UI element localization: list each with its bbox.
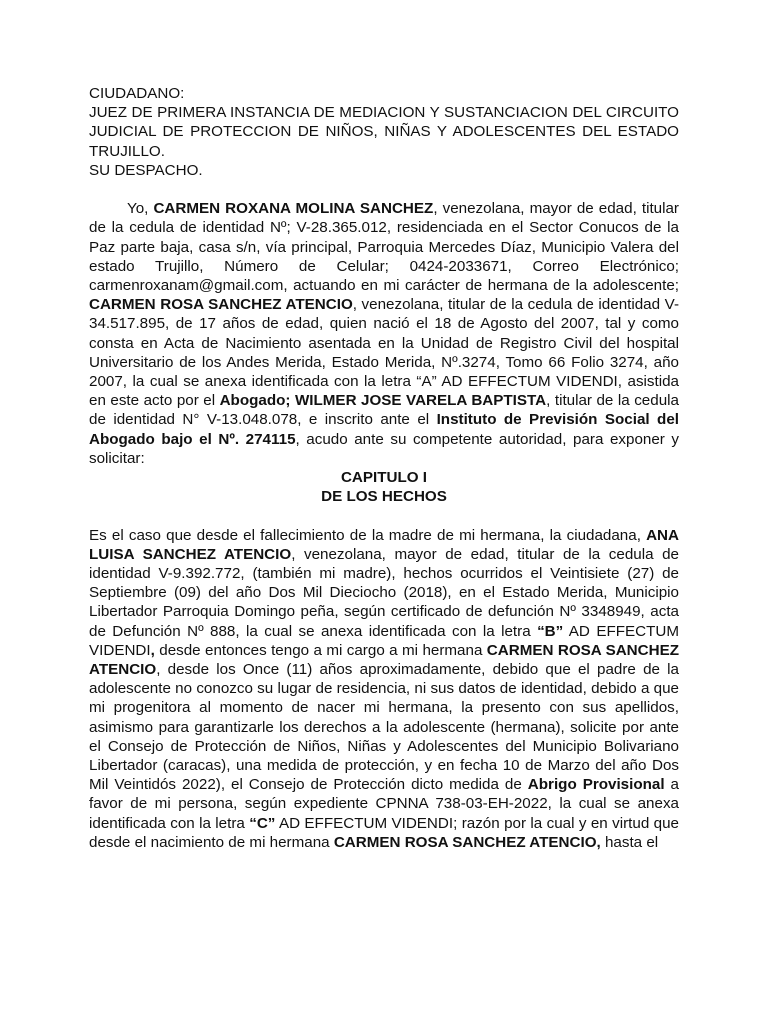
bold-text-run: , [150, 641, 155, 659]
bold-text-run: ANA LUISA SANCHEZ ATENCIO [89, 526, 679, 563]
text-run: AD EFFECTUM VIDENDI; razón por la cual y en virtud que desde el nacimiento de mi hermana [89, 814, 679, 851]
text-run: desde entonces tengo a mi cargo a mi hermana [154, 641, 487, 659]
text-run: Yo, [127, 200, 154, 218]
bold-text-run: CARMEN ROXANA MOLINA SANCHEZ [153, 200, 434, 218]
spacer [89, 180, 679, 199]
text-run: , titular de la cedula de identidad N° V-13.048.078, e inscrito ante el [89, 392, 679, 429]
intro-paragraph [89, 199, 679, 468]
addressee-block [89, 84, 679, 180]
text-run: , venezolana, mayor de edad, titular de la cedula de identidad V-9.392.772, (también mi madre), hechos ocurridos el Veintisiete (27) de Septiembre (09) del año Dos Mil Dieciocho (2018), en el Estado Merida, Municipio Libertador Parroquia Domingo peña, según certificado de defunción Nº 3348949, acta de Defunción Nº 888, la cual se anexa identificada con la letra [89, 545, 680, 640]
text-run: hasta el [600, 833, 659, 851]
text-run: AD EFFECTUM VIDENDI [89, 622, 679, 659]
bold-text-run: “C” [249, 814, 276, 832]
text-run: , desde los Once (11) años aproximadamente, debido que el padre de la adolescente no conozco su lugar de residencia, ni sus datos de identidad, debido a que mi progenitora al momento de nacer mi hermana, la presento con sus apellidos, asimismo para garantizarle los derechos a la adolescente (hermana), solicite por ante el Consejo de Protección de Niños, Niñas y Adolescentes del Municipio Bolivariano Libertador (caracas), una medida de protección, y en fecha 10 de Marzo del año Dos Mil Veintidós 2022), el Consejo de Protección dicto medida de [89, 661, 679, 794]
document-page [89, 84, 679, 852]
bold-text-run: CARMEN ROSA SANCHEZ ATENCIO [89, 296, 353, 314]
chapter-subtitle: DE LOS HECHOS [321, 488, 447, 506]
text-run: a favor de mi persona, según expediente CPNNA 738-03-EH-2022, la cual se anexa identificada con la letra [89, 776, 679, 832]
bold-text-run: Abogado; WILMER JOSE VARELA BAPTISTA [219, 392, 547, 410]
bold-text-run: “B” [537, 622, 564, 640]
facts-paragraph [89, 526, 679, 852]
bold-text-run: CARMEN ROSA SANCHEZ ATENCIO, [333, 833, 601, 851]
text-run: Es el caso que desde el fallecimiento de la madre de mi hermana, la ciudadana, [89, 526, 647, 544]
bold-text-run: Abrigo Provisional [527, 776, 665, 794]
closing-line: SU DESPACHO. [89, 161, 203, 179]
spacer [89, 506, 679, 525]
text-run: , acudo ante su competente autoridad, para exponer y solicitar: [89, 430, 679, 467]
text-run: , venezolana, titular de la cedula de identidad V-34.517.895, de 17 años de edad, quien nació el 18 de Agosto del 2007, tal y como consta en Acta de Nacimiento asentada en la Unidad de Registro Civil del hospital Universitario de los Andes Merida, Estado Merida, Nº.3274, Tomo 66 Folio 3274, año 2007, la cual se anexa identificada con la letra “A” AD EFFECTUM VIDENDI, asistida en este acto por el [89, 296, 679, 410]
court-name: JUEZ DE PRIMERA INSTANCIA DE MEDIACION Y SUSTANCIACION DEL CIRCUITO JUDICIAL DE PROTECCION DE NIÑOS, NIÑAS Y ADOLESCENTES DEL ESTADO TRUJILLO. [89, 104, 679, 160]
chapter-title: CAPITULO I [340, 469, 428, 487]
bold-text-run: Instituto de Previsión Social del Abogado bajo el Nº. 274115 [89, 411, 679, 448]
text-run: , venezolana, mayor de edad, titular de la cedula de identidad Nº; V-28.365.012, residenciada en el Sector Conucos de la Paz parte baja, casa s/n, vía principal, Parroquia Mercedes Díaz, Municipio Valera del estado Trujillo, Número de Celular; 0424-2033671, Correo Electrónico; carmenroxanam@gmail.com, actuando en mi carácter de hermana de la adolescente; [89, 200, 679, 295]
salutation: CIUDADANO: [89, 85, 185, 102]
bold-text-run: CARMEN ROSA SANCHEZ ATENCIO [89, 641, 679, 679]
